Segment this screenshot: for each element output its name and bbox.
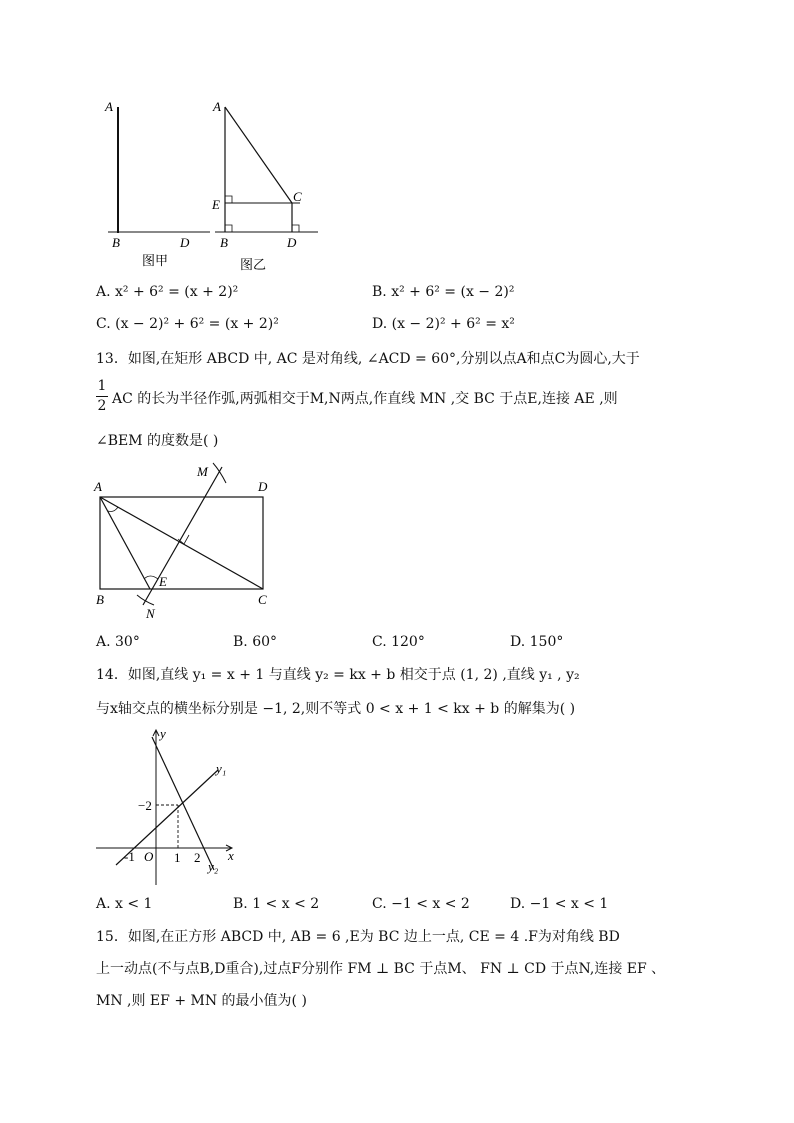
- q14-label-y1: y₁: [216, 761, 227, 776]
- q13-fraction-numerator: 1: [97, 378, 107, 394]
- q13-rectangle-figure: [90, 455, 290, 625]
- q14-label-y2-value: −2: [138, 798, 152, 813]
- q14-label-2: 2: [194, 850, 201, 865]
- q13-label-C: C: [258, 592, 267, 607]
- q13-label-N: N: [146, 606, 155, 621]
- q15-stem-line1: 15．如图,在正方形 ABCD 中, AB = 6 ,E为 BC 边上一点, CE = 4 .F为对角线 BD: [96, 929, 620, 945]
- q13-option-b: B. 60°: [233, 634, 278, 650]
- label-E-yi: E: [212, 197, 220, 212]
- q15-stem-line3: MN ,则 EF + MN 的最小值为( ): [96, 993, 307, 1009]
- caption-jia: 图甲: [142, 254, 169, 269]
- q13-stem-line3: ∠BEM 的度数是( ): [96, 433, 219, 449]
- q15-stem-line2: 上一动点(不与点B,D重合),过点F分别作 FM ⊥ BC 于点M、 FN ⊥ CD 于点N,连接 EF 、: [96, 961, 666, 977]
- q13-label-A: A: [94, 479, 102, 494]
- q14-label-y2: y₂: [208, 859, 219, 874]
- q12-option-a: A. x² + 6² = (x + 2)²: [96, 284, 239, 300]
- q14-option-c: C. −1 < x < 2: [372, 896, 470, 912]
- q12-option-c: C. (x − 2)² + 6² = (x + 2)²: [96, 316, 279, 332]
- q14-label-y-axis: y: [160, 726, 166, 741]
- q14-option-b: B. 1 < x < 2: [233, 896, 320, 912]
- q13-stem-line1: 13．如图,在矩形 ABCD 中, AC 是对角线, ∠ACD = 60°,分别以点A和点C为圆心,大于: [96, 351, 640, 367]
- q12-option-b: B. x² + 6² = (x − 2)²: [372, 284, 515, 300]
- q14-stem-line1: 14．如图,直线 y₁ = x + 1 与直线 y₂ = kx + b 相交于点 (1, 2) ,直线 y₁ , y₂: [96, 667, 580, 683]
- q13-label-B: B: [96, 592, 104, 607]
- q13-fraction-bar: [96, 396, 108, 397]
- label-A-jia: A: [105, 99, 113, 114]
- q12-option-d: D. (x − 2)² + 6² = x²: [372, 316, 515, 332]
- q14-option-d: D. −1 < x < 1: [510, 896, 609, 912]
- q13-label-M: M: [197, 464, 208, 479]
- label-B-yi: B: [220, 235, 228, 250]
- label-A-yi: A: [213, 99, 221, 114]
- q13-option-a: A. 30°: [96, 634, 140, 650]
- q14-coordinate-figure: [90, 725, 260, 890]
- label-C-yi: C: [293, 189, 302, 204]
- q13-option-c: C. 120°: [372, 634, 425, 650]
- q13-stem-line2: AC 的长为半径作弧,两弧相交于M,N两点,作直线 MN ,交 BC 于点E,连接 AE ,则: [112, 391, 618, 407]
- q14-label-neg1: -1: [124, 849, 135, 864]
- label-D-yi: D: [287, 235, 297, 250]
- q14-option-a: A. x < 1: [96, 896, 153, 912]
- q14-stem-line2: 与x轴交点的横坐标分别是 −1, 2,则不等式 0 < x + 1 < kx + b 的解集为( ): [96, 701, 576, 717]
- q13-option-d: D. 150°: [510, 634, 564, 650]
- q13-label-D: D: [258, 479, 268, 494]
- figure-jia: [90, 95, 330, 275]
- label-B-jia: B: [112, 235, 120, 250]
- label-D-jia: D: [180, 235, 190, 250]
- q13-label-E: E: [159, 574, 167, 589]
- caption-yi: 图乙: [240, 258, 267, 273]
- q14-label-1: 1: [174, 850, 181, 865]
- q14-label-origin: O: [144, 849, 154, 864]
- q13-fraction-denominator: 2: [97, 398, 107, 414]
- q14-label-x-axis: x: [228, 848, 234, 863]
